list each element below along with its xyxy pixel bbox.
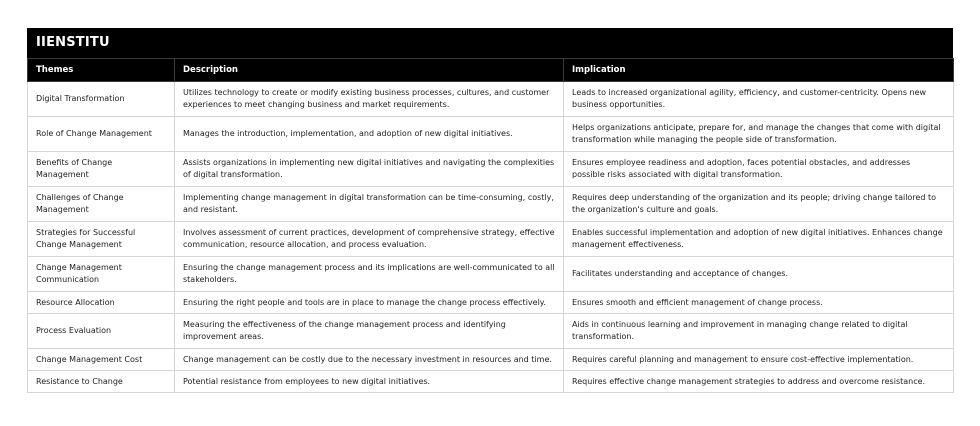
description-cell: Implementing change management in digital transformation can be time-consuming, costly, and resistant. xyxy=(175,187,564,222)
description-cell: Ensuring the right people and tools are in place to manage the change process effectively. xyxy=(175,292,564,314)
table-row xyxy=(28,222,954,257)
description-cell: Ensuring the change management process and its implications are well-communicated to all stakeholders. xyxy=(175,257,564,292)
themes-table xyxy=(27,58,954,393)
table-row xyxy=(28,152,954,187)
brand-title: IIENSTITU xyxy=(27,28,953,58)
table-row xyxy=(28,117,954,152)
header-implication: Implication xyxy=(564,59,954,82)
table-row xyxy=(28,371,954,393)
implication-cell: Leads to increased organizational agility, efficiency, and customer-centricity. Opens new business opportunities. xyxy=(564,82,954,117)
theme-cell: Digital Transformation xyxy=(28,82,175,117)
description-cell: Assists organizations in implementing new digital initiatives and navigating the complexities of digital transformation. xyxy=(175,152,564,187)
theme-cell: Resistance to Change xyxy=(28,371,175,393)
theme-cell: Change Management Communication xyxy=(28,257,175,292)
theme-cell: Benefits of Change Management xyxy=(28,152,175,187)
implication-cell: Requires careful planning and management to ensure cost-effective implementation. xyxy=(564,349,954,371)
description-cell: Involves assessment of current practices, development of comprehensive strategy, effective communication, resource allocation, and process evaluation. xyxy=(175,222,564,257)
implication-cell: Ensures smooth and efficient management of change process. xyxy=(564,292,954,314)
table-row xyxy=(28,314,954,349)
table-row xyxy=(28,292,954,314)
description-cell: Potential resistance from employees to new digital initiatives. xyxy=(175,371,564,393)
description-cell: Manages the introduction, implementation, and adoption of new digital initiatives. xyxy=(175,117,564,152)
description-cell: Change management can be costly due to the necessary investment in resources and time. xyxy=(175,349,564,371)
theme-cell: Role of Change Management xyxy=(28,117,175,152)
table-header-row xyxy=(28,59,954,82)
header-themes: Themes xyxy=(28,59,175,82)
theme-cell: Change Management Cost xyxy=(28,349,175,371)
table-row xyxy=(28,187,954,222)
table-row xyxy=(28,349,954,371)
implication-cell: Enables successful implementation and adoption of new digital initiatives. Enhances change management effectiveness. xyxy=(564,222,954,257)
theme-cell: Process Evaluation xyxy=(28,314,175,349)
header-description: Description xyxy=(175,59,564,82)
theme-cell: Resource Allocation xyxy=(28,292,175,314)
table-card xyxy=(27,28,953,393)
implication-cell: Facilitates understanding and acceptance of changes. xyxy=(564,257,954,292)
implication-cell: Ensures employee readiness and adoption, faces potential obstacles, and addresses possible risks associated with digital transformation. xyxy=(564,152,954,187)
table-row xyxy=(28,257,954,292)
implication-cell: Helps organizations anticipate, prepare for, and manage the changes that come with digital transformation while managing the people side of transformation. xyxy=(564,117,954,152)
implication-cell: Requires effective change management strategies to address and overcome resistance. xyxy=(564,371,954,393)
theme-cell: Strategies for Successful Change Management xyxy=(28,222,175,257)
implication-cell: Requires deep understanding of the organization and its people; driving change tailored to the organization's culture and goals. xyxy=(564,187,954,222)
implication-cell: Aids in continuous learning and improvement in managing change related to digital transformation. xyxy=(564,314,954,349)
table-row xyxy=(28,82,954,117)
description-cell: Utilizes technology to create or modify existing business processes, cultures, and customer experiences to meet changing business and market requirements. xyxy=(175,82,564,117)
theme-cell: Challenges of Change Management xyxy=(28,187,175,222)
description-cell: Measuring the effectiveness of the change management process and identifying improvement areas. xyxy=(175,314,564,349)
